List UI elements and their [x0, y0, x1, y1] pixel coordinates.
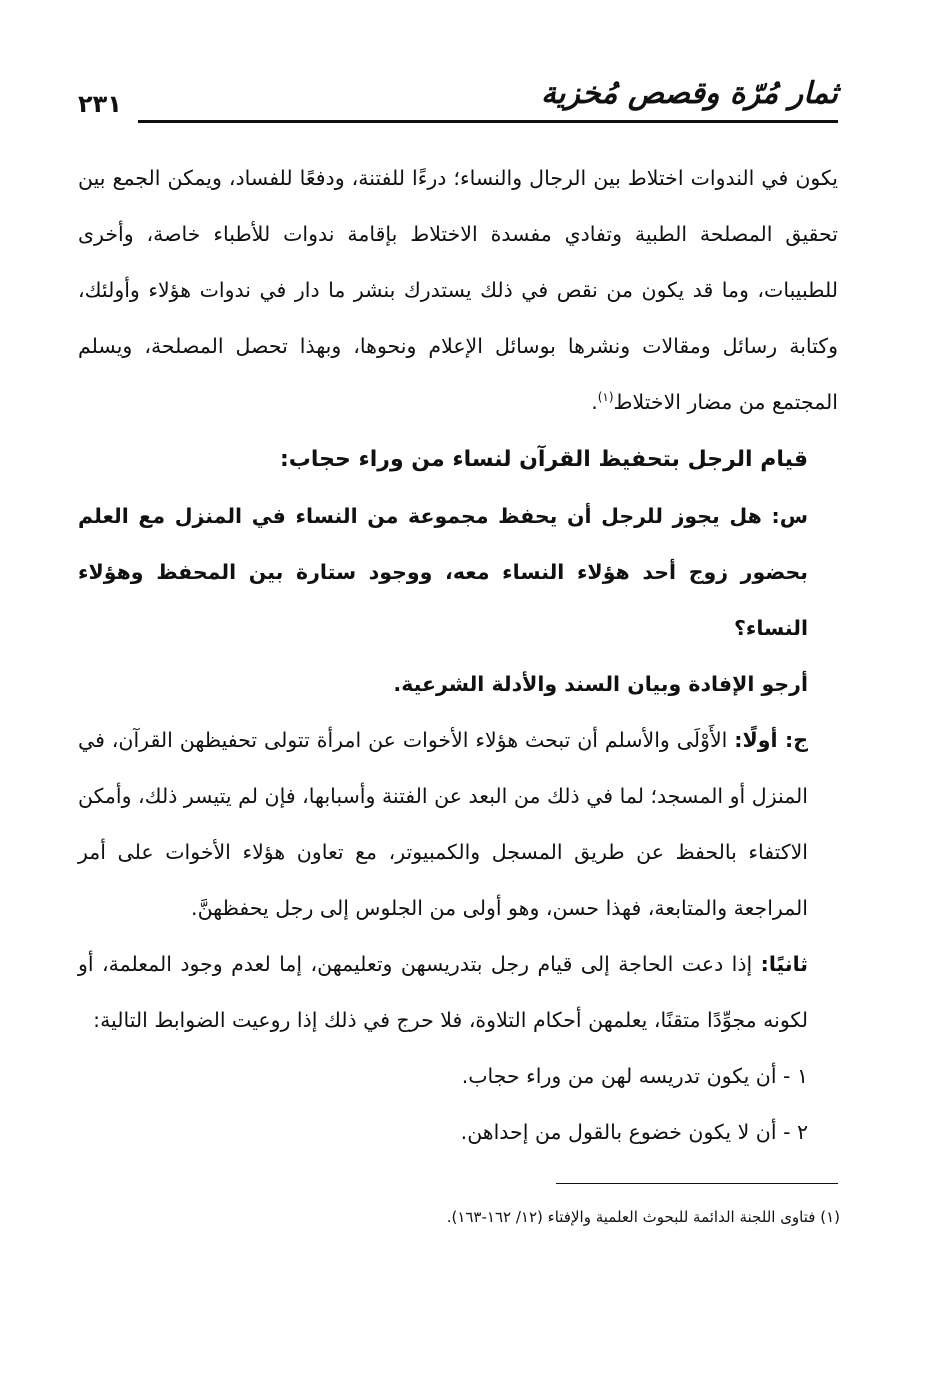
question-text: س: هل يجوز للرجل أن يحفظ مجموعة من النساء في المنزل مع العلم بحضور زوج أحد هؤلاء النساء معه، ووجود ستارة بين المحفظ وهؤلاء النساء؟: [78, 504, 808, 640]
answer-first: [78, 712, 838, 936]
page-number: ٢٣١: [78, 90, 122, 118]
footnote-rule: [556, 1183, 838, 1184]
answer-second: [78, 936, 838, 1048]
header-rule: [138, 120, 838, 123]
footnote: (١) فتاوى اللجنة الدائمة للبحوث العلمية والإفتاء (١٢/ ١٦٢-١٦٣).: [446, 1208, 840, 1226]
page-body: [78, 150, 838, 1160]
paragraph-intro: [78, 150, 838, 430]
footnote-ref: (١): [597, 390, 614, 405]
condition-item-1: ١ - أن يكون تدريسه لهن من وراء حجاب.: [461, 1064, 808, 1088]
paragraph-intro-text: يكون في الندوات اختلاط بين الرجال والنساء؛ درءًا للفتنة، ودفعًا للفساد، ويمكن الجمع بين تحقيق المصلحة الطبية وتفادي مفسدة الاختلاط بإقامة ندوات للأطباء خاصة، وأخرى للطبيبات، وما قد يكون من نقص في ذلك يستدرك بنشر ما دار في ندوات هؤلاء وأولئك، وكتابة رسائل ومقالات ونشرها بوسائل الإعلام ونحوها، وبهذا تحصل المصلحة، ويسلم المجتمع من مضار الاختلاط: [78, 166, 838, 414]
answer-first-lead: ج: أولًا:: [734, 728, 809, 752]
answer-first-text: الأَوْلَى والأسلم أن تبحث هؤلاء الأخوات عن امرأة تتولى تحفيظهن القرآن، في المنزل أو المسجد؛ لما في ذلك من البعد عن الفتنة وأسبابها، فإن لم يتيسر ذلك، وأمكن الاكتفاء بالحفظ عن طريق المسجل والكمبيوتر، مع تعاون هؤلاء الأخوات على أمر المراجعة والمتابعة، فهذا حسن، وهو أولى من الجلوس إلى رجل يحفظهنَّ.: [78, 728, 808, 920]
section-heading: قيام الرجل بتحفيظ القرآن لنساء من وراء حجاب:: [279, 447, 808, 472]
paragraph-intro-end: .: [591, 390, 598, 414]
book-title: ثمار مُرّة وقصص مُخزية: [540, 76, 838, 111]
condition-item-2: ٢ - أن لا يكون خضوع بالقول من إحداهن.: [460, 1120, 808, 1144]
answer-second-text: إذا دعت الحاجة إلى قيام رجل بتدريسهن وتعليمهن، إما لعدم وجود المعلمة، أو لكونه مجوِّدًا متقنًا، يعلمهن أحكام التلاوة، فلا حرج في ذلك إذا روعيت الضوابط التالية:: [78, 952, 808, 1032]
page-header: [78, 70, 838, 130]
answer-second-lead: ثانيًا:: [760, 952, 808, 976]
request-text: أرجو الإفادة وبيان السند والأدلة الشرعية.: [393, 672, 808, 696]
